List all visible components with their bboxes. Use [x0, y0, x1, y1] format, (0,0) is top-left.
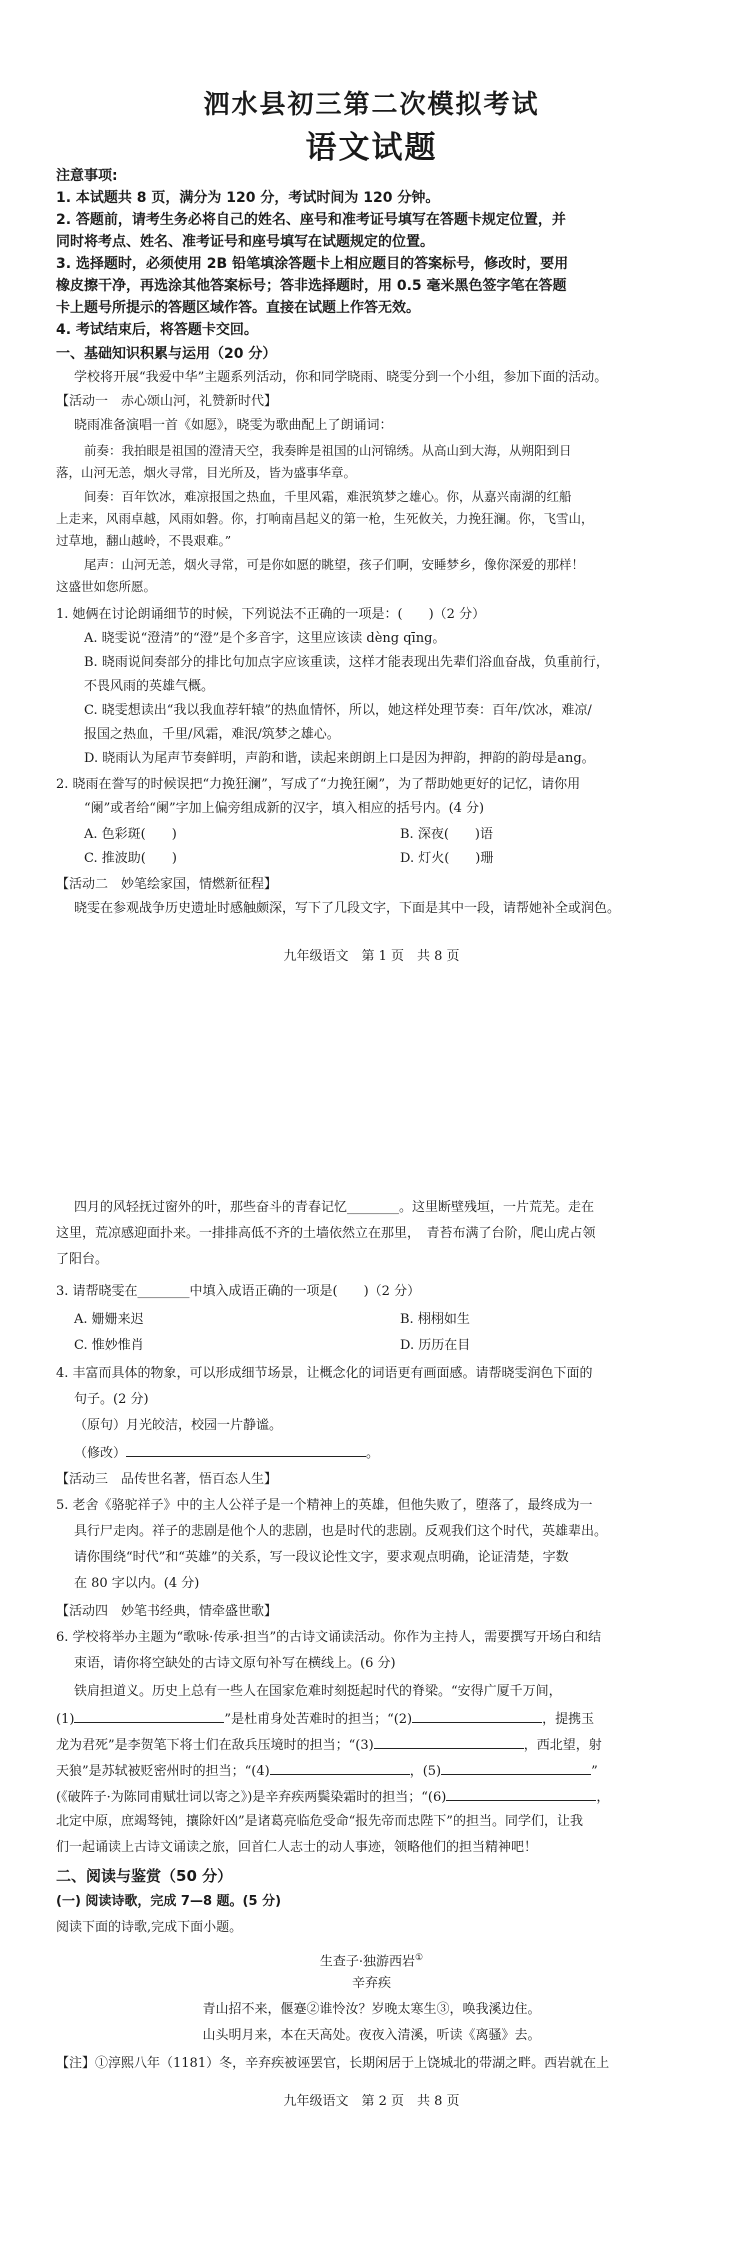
- notice-line: 4. 考试结束后，将答题卡交回。: [56, 322, 258, 338]
- q1-option-c-cont: 报国之热血，千里/风霜，难泯/筑梦之雄心。: [84, 727, 340, 742]
- page-footer: 九年级语文 第 2 页 共 8 页: [283, 2094, 460, 2109]
- q3-option-c: C. 惟妙惟肖: [74, 1338, 144, 1353]
- exam-page-2: [0, 1010, 743, 2266]
- interlude-line: 过草地，翻山越岭，不畏艰难。”: [56, 533, 232, 548]
- q6-passage-line: 天狼”是苏轼被贬密州时的担当；“(4) ，(5) ”: [56, 1760, 696, 1782]
- poem-title: 生查子·独游西岩①: [319, 1953, 424, 1970]
- notice-line: 2. 答题前，请考生务必将自己的姓名、座号和准考证号填写在答题卡规定位置，并: [56, 212, 566, 228]
- notice-line: 卡上题号所提示的答题区域作答。直接在试题上作答无效。: [56, 300, 420, 316]
- question-3: 3. 请帮晓雯在________中填入成语正确的一项是( )（2 分）: [56, 1284, 421, 1299]
- question-5-cont: 具行尸走肉。祥子的悲剧是他个人的悲剧，也是时代的悲剧。反观我们这个时代，英雄辈出。: [74, 1524, 608, 1539]
- q3-option-b: B. 栩栩如生: [400, 1312, 470, 1327]
- question-2: 2. 晓雨在誊写的时候误把“力挽狂澜”，写成了“力挽狂阑”，为了帮助她更好的记忆，请你用: [56, 777, 581, 792]
- section2-heading: 二、阅读与鉴赏（50 分）: [56, 1867, 233, 1885]
- q4-original: （原句）月光皎洁，校园一片静谧。: [74, 1418, 283, 1433]
- question-5-cont: 在 80 字以内。(4 分): [74, 1576, 200, 1591]
- q4-answer-line[interactable]: [126, 1442, 366, 1457]
- passage-line: 这里，荒凉感迎面扑来。一排排高低不齐的土墙依然立在那里， 青苔布满了台阶，爬山虎占领: [56, 1226, 596, 1241]
- passage-line: 四月的风轻抚过窗外的叶，那些奋斗的青春记忆________。这里断壁残垣，一片荒芜。走在: [74, 1200, 595, 1215]
- q6-passage-line: 们一起诵读上古诗文诵读之旅，回首仁人志士的动人事迹，领略他们的担当精神吧！: [56, 1840, 538, 1855]
- q1-option-c: C. 晓雯想读出“我以我血荐轩辕”的热血情怀，所以，她这样处理节奏：百年/饮冰，难凉/: [84, 703, 592, 718]
- question-6: 6. 学校将举办主题为“歌咏·传承·担当”的古诗文诵读活动。你作为主持人，需要撰写开场白和结: [56, 1630, 602, 1645]
- question-6-cont: 束语，请你将空缺处的古诗文原句补写在横线上。(6 分): [74, 1656, 396, 1671]
- activity4-heading: 【活动四 妙笔书经典，情牵盛世歌】: [56, 1604, 278, 1619]
- q1-option-b: B. 晓雨说间奏部分的排比句加点字应该重读，这样才能表现出先辈们浴血奋战，负重前行，: [84, 655, 609, 670]
- activity1-heading: 【活动一 赤心颂山河，礼赞新时代】: [56, 394, 278, 409]
- q6-blank-6[interactable]: [446, 1786, 596, 1801]
- section1-intro: 学校将开展“我爱中华”主题系列活动，你和同学晓雨、晓雯分到一个小组，参加下面的活动。: [74, 370, 608, 385]
- activity2-heading: 【活动二 妙笔绘家国，情燃新征程】: [56, 877, 278, 892]
- question-5: 5. 老舍《骆驼祥子》中的主人公祥子是一个精神上的英雄，但他失败了，堕落了，最终成为一: [56, 1498, 593, 1513]
- notice-line: 1. 本试题共 8 页，满分为 120 分，考试时间为 120 分钟。: [56, 190, 440, 206]
- passage-line: 了阳台。: [56, 1252, 109, 1267]
- activity3-heading: 【活动三 品传世名著，悟百态人生】: [56, 1472, 278, 1487]
- q6-blank-4[interactable]: [270, 1760, 410, 1775]
- q6-passage-line: (1) ”是杜甫身处苦难时的担当；“(2) ，提携玉: [56, 1708, 696, 1730]
- q6-blank-2[interactable]: [412, 1708, 542, 1723]
- q6-blank-5[interactable]: [441, 1760, 591, 1775]
- subsection1-intro: 阅读下面的诗歌,完成下面小题。: [56, 1920, 243, 1935]
- poem-line: 山头明月来，本在天高处。夜夜入清溪，听读《离骚》去。: [202, 2028, 541, 2043]
- notice-line: 橡皮擦干净，再选涂其他答案标号；答非选择题时，用 0.5 毫米黑色签字笔在答题: [56, 278, 567, 294]
- q2-option-d: D. 灯火( )珊: [400, 851, 494, 866]
- q4-revision: （修改） 。: [74, 1442, 696, 1464]
- q3-option-d: D. 历历在目: [400, 1338, 471, 1353]
- poem-author: 辛弃疾: [351, 1976, 391, 1991]
- outro-line: 尾声：山河无恙，烟火寻常，可是你如愿的眺望，孩子们啊，安睡梦乡，像你深爱的那样！: [84, 557, 585, 572]
- outro-line: 这盛世如您所愿。: [56, 579, 157, 594]
- q4-revision-label: （修改）: [74, 1446, 127, 1461]
- question-4: 4. 丰富而具体的物象，可以形成细节场景，让概念化的词语更有画面感。请帮晓雯润色下面的: [56, 1366, 593, 1381]
- q6-passage-line: (《破阵子·为陈同甫赋壮词以寄之》)是辛弃疾两鬓染霜时的担当；“(6) ，: [56, 1786, 696, 1808]
- q2-option-a: A. 色彩斑( ): [84, 827, 177, 842]
- question-5-cont: 请你围绕“时代”和“英雄”的关系，写一段议论性文字，要求观点明确，论证清楚，字数: [74, 1550, 569, 1565]
- q6-passage-line: 龙为君死”是李贺笔下将士们在敌兵压境时的担当；“(3) ，西北望，射: [56, 1734, 696, 1756]
- exam-subtitle: 语文试题: [305, 130, 438, 166]
- q6-passage-line: 北定中原，庶竭驽钝，攘除奸凶”是诸葛亮临危受命“报先帝而忠陛下”的担当。同学们，让我: [56, 1814, 583, 1829]
- poem-line: 青山招不来，偃蹇②谁怜汝？岁晚太寒生③，唤我溪边住。: [202, 2002, 541, 2017]
- exam-page-1: [0, 0, 743, 1010]
- question-1: 1. 她俩在讨论朗诵细节的时候，下列说法不正确的一项是：( )（2 分）: [56, 607, 486, 622]
- q6-blank-1[interactable]: [74, 1708, 224, 1723]
- section1-heading: 一、基础知识积累与运用（20 分）: [56, 346, 277, 362]
- activity2-intro: 晓雯在参观战争历史遗址时感触颇深，写下了几段文字，下面是其中一段，请帮她补全或润色。: [74, 901, 621, 916]
- q1-option-b-cont: 不畏风雨的英雄气概。: [84, 679, 215, 694]
- notice-line: 同时将考点、姓名、准考证号和座号填写在试题规定的位置。: [56, 234, 434, 250]
- question-2-cont: “阑”或者给“阑”字加上偏旁组成新的汉字，填入相应的括号内。(4 分): [84, 801, 485, 816]
- interlude-line: 间奏：百年饮冰，难凉报国之热血，千里风霜，难泯筑梦之雄心。你，从嘉兴南湖的红船: [84, 489, 572, 504]
- poem-note: 【注】①淳熙八年（1181）冬，辛弃疾被诬罢官，长期闲居于上饶城北的带湖之畔。西岩就在上: [56, 2056, 610, 2071]
- question-4-cont: 句子。(2 分): [74, 1392, 149, 1407]
- subsection1-heading: (一) 阅读诗歌，完成 7—8 题。(5 分): [56, 1894, 282, 1909]
- notice-heading: 注意事项:: [56, 168, 118, 184]
- preface-line: 落，山河无恙，烟火寻常，目光所及，皆为盛事华章。: [56, 465, 357, 480]
- interlude-line: 上走来，风雨卓越，风雨如磐。你，打响南昌起义的第一枪，生死攸关，力挽狂澜。你，飞雪山，: [56, 511, 594, 526]
- q6-blank-3[interactable]: [374, 1734, 524, 1749]
- page-footer: 九年级语文 第 1 页 共 8 页: [283, 949, 460, 964]
- exam-title: 泗水县初三第二次模拟考试: [203, 90, 540, 120]
- q6-passage-line: 铁肩担道义。历史上总有一些人在国家危难时刻挺起时代的脊梁。“安得广厦千万间，: [74, 1684, 562, 1699]
- q2-option-b: B. 深夜( )语: [400, 827, 493, 842]
- q2-option-c: C. 推波助( ): [84, 851, 177, 866]
- preface-line: 前奏：我拍眼是祖国的澄清天空，我奏眸是祖国的山河锦绣。从高山到大海，从朔阳到日: [84, 443, 572, 458]
- notice-line: 3. 选择题时，必须使用 2B 铅笔填涂答题卡上相应题目的答案标号，修改时，要用: [56, 256, 569, 272]
- q1-option-d: D. 晓雨认为尾声节奏鲜明，声韵和谐，读起来朗朗上口是因为押韵，押韵的韵母是ang。: [84, 751, 595, 766]
- q1-option-a: A. 晓雯说“澄清”的“澄”是个多音字，这里应该读 dèng qīng。: [84, 631, 446, 646]
- q3-option-a: A. 姗姗来迟: [74, 1312, 144, 1327]
- activity1-intro: 晓雨准备演唱一首《如愿》，晓雯为歌曲配上了朗诵词：: [74, 418, 393, 433]
